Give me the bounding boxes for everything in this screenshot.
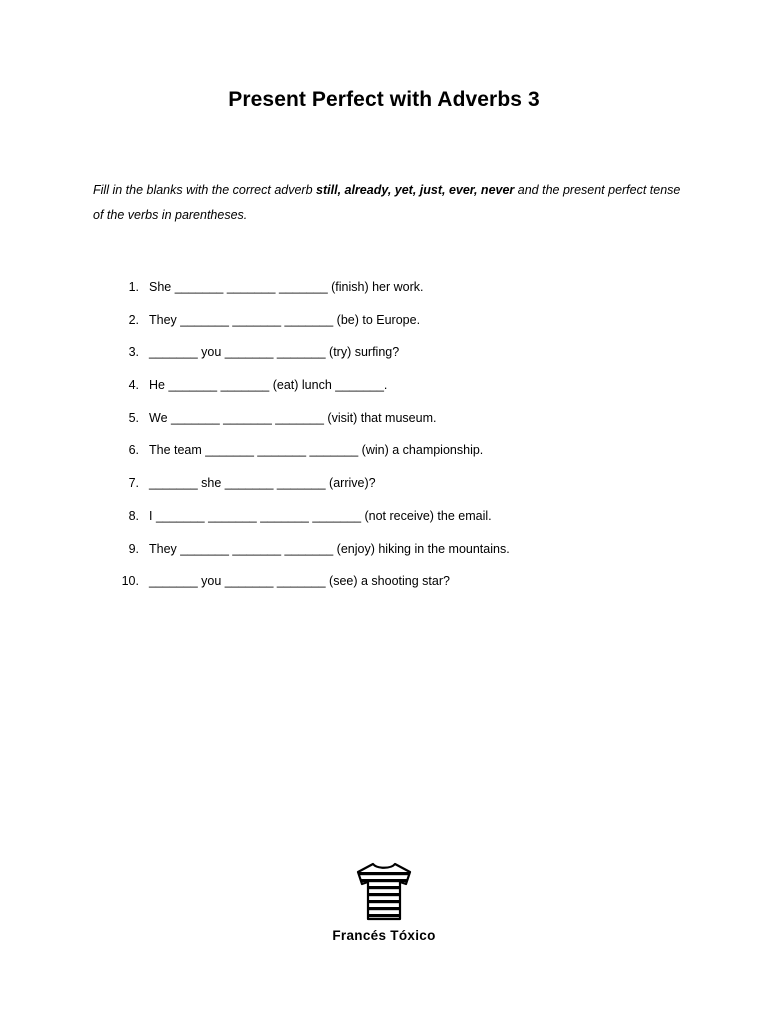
- exercise-item: [110, 375, 510, 408]
- exercise-item: [110, 408, 510, 441]
- exercise-item: [110, 277, 510, 310]
- exercise-number: 9.: [128, 541, 139, 556]
- exercise-sentence: She _______ _______ _______ (finish) her work.: [149, 280, 424, 294]
- exercise-number: 10.: [121, 574, 139, 589]
- exercise-sentence: We _______ _______ _______ (visit) that museum.: [149, 410, 437, 425]
- exercise-number: 6.: [128, 443, 139, 458]
- instructions-tail: and the present perfect tense of the verbs in parentheses.: [93, 183, 681, 222]
- exercise-item: [110, 539, 510, 572]
- instructions: [93, 178, 683, 228]
- instructions-lead: Fill in the blanks with the correct adverb: [93, 183, 317, 197]
- striped-shirt-icon: [356, 862, 412, 922]
- brand-name: Francés Tóxico: [332, 928, 436, 943]
- exercise-item: [110, 440, 510, 473]
- exercise-item: [110, 473, 510, 506]
- exercise-item: [110, 310, 510, 343]
- exercise-number: 4.: [128, 378, 139, 393]
- exercise-number: 1.: [128, 280, 139, 294]
- exercise-number: 5.: [128, 410, 139, 425]
- exercise-number: 2.: [128, 312, 139, 327]
- exercise-sentence: They _______ _______ _______ (be) to Europe.: [149, 312, 421, 327]
- exercise-sentence: The team _______ _______ _______ (win) a championship.: [149, 443, 484, 458]
- page-title: Present Perfect with Adverbs 3: [228, 88, 540, 111]
- exercise-number: 3.: [128, 345, 139, 360]
- exercise-list: [110, 277, 510, 604]
- exercise-number: 8.: [128, 508, 139, 523]
- exercise-sentence: _______ you _______ _______ (try) surfing?: [149, 345, 400, 360]
- exercise-item: [110, 342, 510, 375]
- exercise-sentence: _______ you _______ _______ (see) a shooting star?: [149, 574, 450, 589]
- exercise-item: [110, 571, 510, 604]
- exercise-number: 7.: [128, 476, 139, 491]
- exercise-item: [110, 506, 510, 539]
- exercise-sentence: I _______ _______ _______ _______ (not receive) the email.: [149, 508, 492, 523]
- exercise-sentence: He _______ _______ (eat) lunch _______.: [149, 378, 388, 393]
- exercise-sentence: They _______ _______ _______ (enjoy) hiking in the mountains.: [149, 541, 510, 556]
- exercise-sentence: _______ she _______ _______ (arrive)?: [149, 476, 376, 491]
- brand-logo: [0, 862, 768, 943]
- instructions-adverbs: still, already, yet, just, ever, never: [316, 183, 515, 197]
